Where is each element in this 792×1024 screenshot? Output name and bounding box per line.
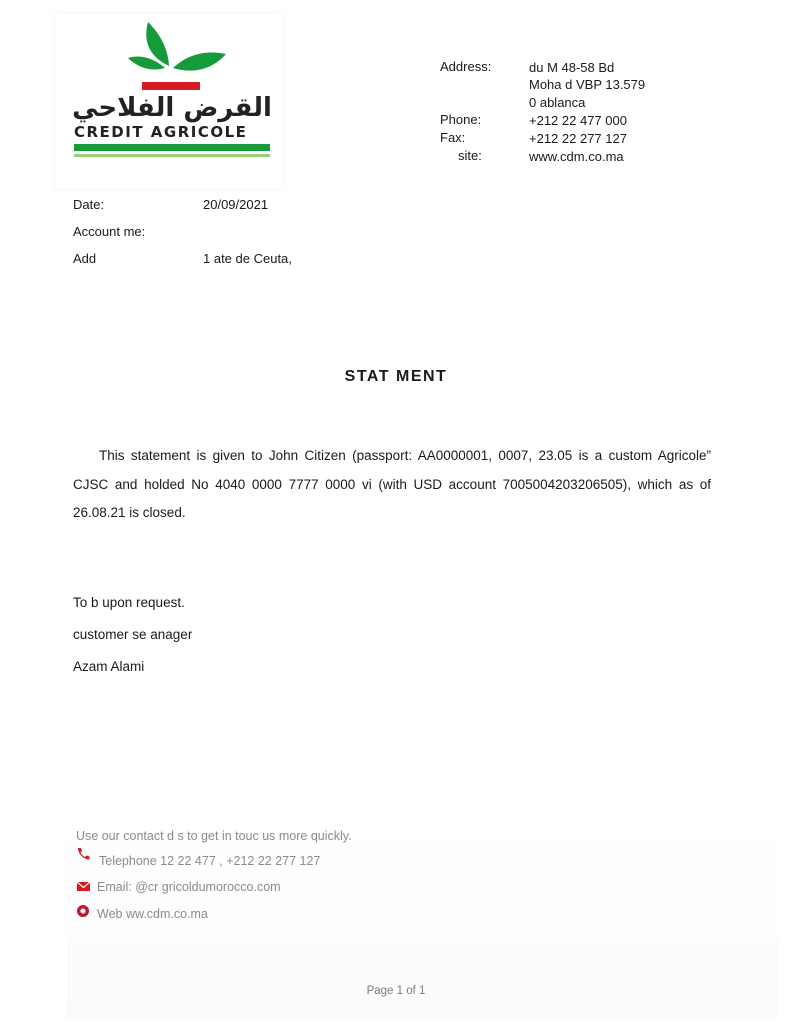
account-name-label: Account me: — [73, 224, 146, 239]
logo-arabic-text: القرض الفلاحي — [72, 93, 272, 123]
address-line-2: Moha d VBP 13.579 — [529, 77, 646, 92]
website-label: site: — [458, 148, 482, 163]
phone-icon — [76, 847, 92, 861]
phone-label: Phone: — [440, 112, 482, 127]
address-line-1: du M 48-58 Bd — [529, 60, 615, 75]
signatory-title: customer se anager — [73, 627, 193, 642]
footer-email: Email: @cr gricoldumorocco.com — [97, 880, 281, 894]
signatory-name: Azam Alami — [73, 659, 145, 674]
statement-paragraph: This statement is given to John Citizen (passport: AA0000001, 0007, 23.05 is a custom Agricole” CJSC and holded No 4040 0000 7777 0000 vi (with USD account 7005004203206505), which as of 26.08.21 is closed. — [73, 448, 711, 520]
document-title: STAT MENT — [344, 368, 448, 385]
client-address-value: 1 ate de Ceuta, — [203, 251, 292, 266]
date-label: Date: — [73, 197, 105, 212]
page-indicator: Page 1 of 1 — [366, 985, 426, 997]
footer-telephone: Telephone 12 22 477 , +212 22 277 127 — [99, 854, 321, 868]
request-note: To b upon request. — [73, 595, 185, 610]
footer-intro: Use our contact d s to get in touc us more quickly. — [76, 829, 352, 843]
address-line-3: 0 ablanca — [529, 95, 586, 110]
footer-website: Web ww.cdm.co.ma — [97, 907, 208, 921]
website-value: www.cdm.co.ma — [529, 149, 624, 164]
address-label: Address: — [440, 59, 492, 74]
web-icon — [76, 904, 92, 918]
logo-latin-text: CREDIT AGRICOLE — [74, 123, 248, 141]
email-icon — [76, 880, 92, 894]
phone-value: +212 22 477 000 — [529, 113, 627, 128]
date-value: 20/09/2021 — [203, 197, 269, 212]
client-address-label: Add — [73, 251, 97, 266]
fax-label: Fax: — [440, 130, 466, 145]
bank-logo — [56, 14, 282, 188]
fax-value: +212 22 277 127 — [529, 131, 627, 146]
